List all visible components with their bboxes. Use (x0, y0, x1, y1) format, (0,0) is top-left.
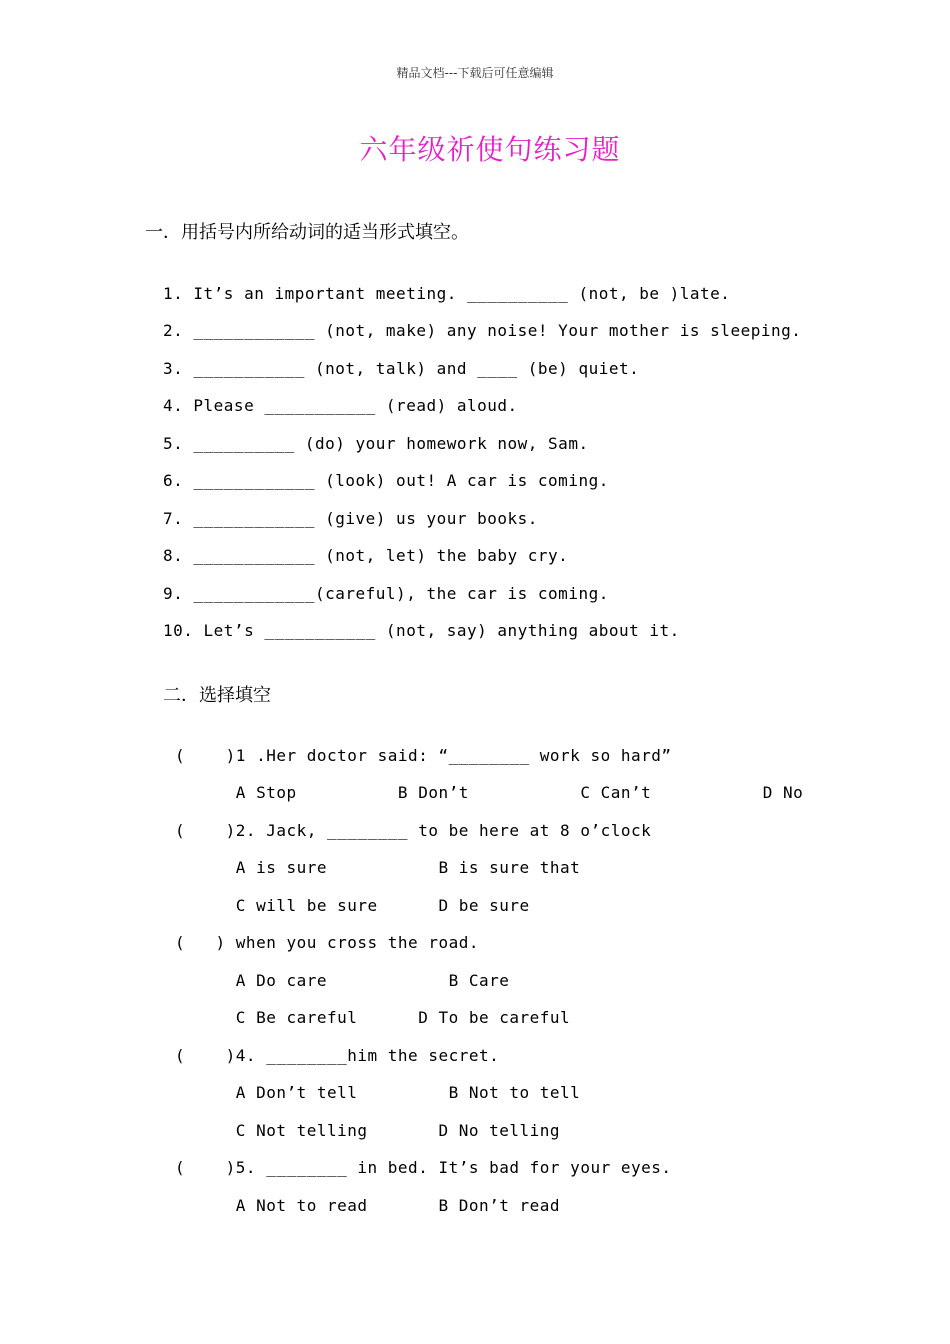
choice-options-4b: C Not telling D No telling (175, 1121, 561, 1140)
choice-options-1: A Stop B Don’t C Can’t D No (175, 783, 804, 802)
choice-options-5a: A Not to read B Don’t read (175, 1196, 561, 1215)
question-9: 9. ____________(careful), the car is coming. (163, 584, 609, 603)
question-1: 1. It’s an important meeting. __________ (not, be )late. (163, 284, 731, 303)
question-4: 4. Please ___________ (read) aloud. (163, 396, 518, 415)
question-3: 3. ___________ (not, talk) and ____ (be) quiet. (163, 359, 640, 378)
choice-question-4: ( )4. ________him the secret. (175, 1046, 500, 1065)
question-5: 5. __________ (do) your homework now, Sam. (163, 434, 589, 453)
choice-options-4a: A Don’t tell B Not to tell (175, 1083, 581, 1102)
choice-options-3b: C Be careful D To be careful (175, 1008, 571, 1027)
page-header: 精品文档---下载后可任意编辑 (396, 66, 554, 80)
choice-options-3a: A Do care B Care (175, 971, 510, 990)
question-10: 10. Let’s ___________ (not, say) anything about it. (163, 621, 680, 640)
question-7: 7. ____________ (give) us your books. (163, 509, 538, 528)
section2-heading: 二．选择填空 (163, 685, 271, 706)
choice-options-2a: A is sure B is sure that (175, 858, 581, 877)
page-title: 六年级祈使句练习题 (359, 133, 621, 166)
question-2: 2. ____________ (not, make) any noise! Your mother is sleeping. (163, 321, 802, 340)
choice-options-2b: C will be sure D be sure (175, 896, 530, 915)
choice-question-2: ( )2. Jack, ________ to be here at 8 o’clock (175, 821, 652, 840)
question-6: 6. ____________ (look) out! A car is coming. (163, 471, 609, 490)
choice-question-5: ( )5. ________ in bed. It’s bad for your eyes. (175, 1158, 672, 1177)
choice-question-3: ( ) when you cross the road. (175, 933, 479, 952)
section1-heading: 一．用括号内所给动词的适当形式填空。 (145, 222, 469, 243)
choice-question-1: ( )1 .Her doctor said: “________ work so hard” (175, 746, 672, 765)
question-8: 8. ____________ (not, let) the baby cry. (163, 546, 569, 565)
